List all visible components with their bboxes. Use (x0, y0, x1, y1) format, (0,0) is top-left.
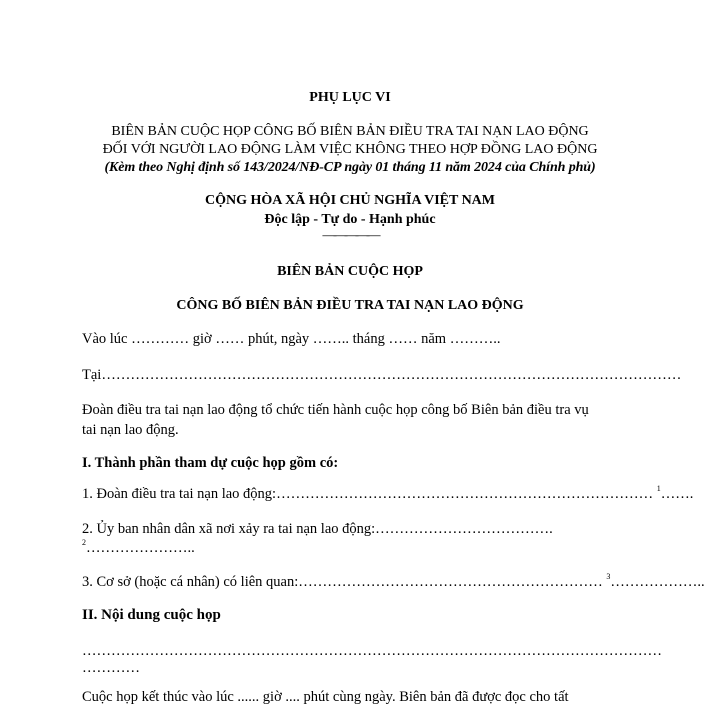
participant-item-2-continuation (82, 540, 195, 557)
national-motto: Độc lập - Tự do - Hạnh phúc (264, 212, 436, 227)
participant-item-2-tail: ………………….. (86, 540, 195, 556)
meeting-content-line-1: ………………………………………………………………………………………………………… (82, 643, 662, 659)
minutes-title: BIÊN BẢN CUỘC HỌP (277, 264, 423, 279)
intro-text-line-1: Đoàn điều tra tai nạn lao động tổ chức tiến hành cuộc họp công bố Biên bản điều tra vụ (82, 402, 589, 418)
participant-item-1 (82, 486, 693, 503)
motto-underline: ————— (322, 228, 378, 243)
meeting-content-line-2: ………… (82, 660, 140, 676)
minutes-subtitle: CÔNG BỐ BIÊN BẢN ĐIỀU TRA TAI NẠN LAO ĐỘNG (176, 298, 524, 313)
section-2-heading: II. Nội dung cuộc họp (82, 607, 221, 623)
participant-item-1-text: 1. Đoàn điều tra tai nạn lao động:…………………………………………………………………… (82, 486, 657, 502)
national-title: CỘNG HÒA XÃ HỘI CHỦ NGHĨA VIỆT NAM (204, 193, 495, 208)
footnote-marker-3: 3 (606, 572, 611, 581)
meeting-time-line: Vào lúc ………… giờ …… phút, ngày …….. tháng …… năm ……….. (82, 331, 501, 347)
document-title-line-1: BIÊN BẢN CUỘC HỌP CÔNG BỐ BIÊN BẢN ĐIỀU TRA TAI NẠN LAO ĐỘNG (111, 124, 589, 139)
participant-item-3 (82, 574, 705, 591)
intro-text-line-2: tai nạn lao động. (82, 422, 179, 438)
participant-item-1-tail: ……. (660, 486, 694, 502)
document-title-line-2: ĐỐI VỚI NGƯỜI LAO ĐỘNG LÀM VIỆC KHÔNG THEO HỢP ĐỒNG LAO ĐỘNG (102, 142, 598, 157)
participant-item-2-text: 2. Ủy ban nhân dân xã nơi xảy ra tai nạn lao động:………………………………. (82, 521, 553, 537)
participant-item-2 (82, 521, 553, 538)
decree-note: (Kèm theo Nghị định số 143/2024/NĐ-CP ngày 01 tháng 11 năm 2024 của Chính phủ) (104, 160, 596, 175)
participant-item-3-tail: ……………….. (610, 574, 705, 590)
section-1-heading: I. Thành phần tham dự cuộc họp gồm có: (82, 455, 339, 471)
closing-text-line: Cuộc họp kết thúc vào lúc ...... giờ .... phút cùng ngày. Biên bản đã được đọc cho tất (82, 689, 569, 705)
participant-item-3-text: 3. Cơ sở (hoặc cá nhân) có liên quan:……………………………………………………… (82, 574, 607, 590)
appendix-title: PHỤ LỤC VI (309, 90, 391, 105)
meeting-place-line: Tại………………………………………………………………………………………………………… (82, 367, 682, 383)
footnote-marker-1: 1 (656, 484, 661, 493)
footnote-marker-2: 2 (82, 538, 86, 547)
